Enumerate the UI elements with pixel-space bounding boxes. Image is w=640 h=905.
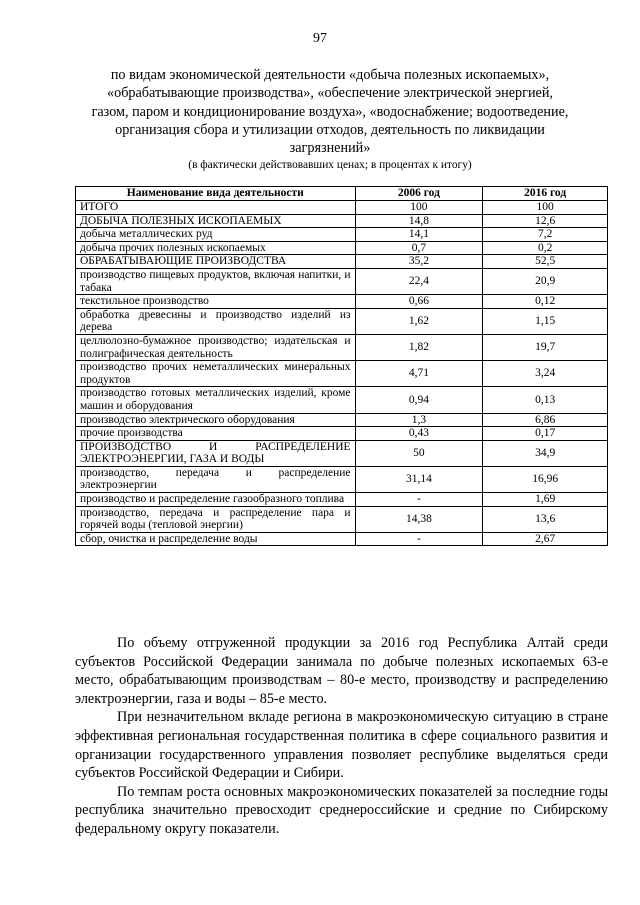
row-name: обработка древесины и производство изделий из дерева	[76, 308, 356, 334]
row-value-2016: 2,67	[483, 532, 608, 546]
row-value-2006: 14,1	[355, 228, 483, 242]
table-row	[76, 241, 608, 255]
table-row	[76, 201, 608, 215]
paragraph: При незначительном вкладе региона в макроэкономическую ситуацию в стране эффективная региональная государственная политика в сфере социального развития и организации государственного управления позволяет республике выделяться среди субъектов Российской Федерации и Сибири.	[75, 709, 608, 782]
table-row	[76, 506, 608, 532]
table-row	[76, 387, 608, 413]
row-name: целлюлозно-бумажное производство; издательская и полиграфическая деятельность	[76, 334, 356, 360]
row-name: производство электрического оборудования	[76, 413, 356, 427]
row-name: сбор, очистка и распределение воды	[76, 532, 356, 546]
row-value-2016: 20,9	[483, 268, 608, 294]
table-title: по видам экономической деятельности «добыча полезных ископаемых», «обрабатывающие производства», «обеспечение электрической энергией, газом, паром и кондиционирование воздуха», «водоснабжение; водоотведение, организация сбора и утилизации отходов, деятельность по ликвидации загрязнений»	[91, 67, 569, 157]
row-value-2006: 22,4	[355, 268, 483, 294]
row-value-2006: 1,82	[355, 334, 483, 360]
row-name: производство, передача и распределение пара и горячей воды (тепловой энергии)	[76, 506, 356, 532]
row-name: производство, передача и распределение электроэнергии	[76, 466, 356, 492]
row-name: добыча прочих полезных ископаемых	[76, 241, 356, 255]
row-name: ИТОГО	[76, 201, 356, 215]
row-name: прочие производства	[76, 427, 356, 441]
row-value-2016: 19,7	[483, 334, 608, 360]
row-value-2006: 100	[355, 201, 483, 215]
row-value-2006: 0,7	[355, 241, 483, 255]
row-name: ОБРАБАТЫВАЮЩИЕ ПРОИЗВОДСТВА	[76, 255, 356, 269]
row-value-2016: 1,15	[483, 308, 608, 334]
row-value-2016: 0,13	[483, 387, 608, 413]
table-row	[76, 427, 608, 441]
table-row	[76, 308, 608, 334]
table-row	[76, 493, 608, 507]
body-text	[75, 634, 608, 839]
page-number: 97	[313, 31, 327, 46]
row-value-2006: 1,62	[355, 308, 483, 334]
table-row	[76, 440, 608, 466]
row-value-2006: 0,43	[355, 427, 483, 441]
row-value-2016: 0,2	[483, 241, 608, 255]
row-value-2016: 13,6	[483, 506, 608, 532]
paragraph: По объему отгруженной продукции за 2016 год Республика Алтай среди субъектов Российской Федерации занимала по добыче полезных ископаемых 63-е место, обрабатывающим производствам – 80-е место, производству и распределению электроэнергии, газа и воды – 85-е место.	[75, 635, 608, 707]
row-name: добыча металлических руд	[76, 228, 356, 242]
row-value-2006: 31,14	[355, 466, 483, 492]
row-value-2016: 7,2	[483, 228, 608, 242]
row-name: ДОБЫЧА ПОЛЕЗНЫХ ИСКОПАЕМЫХ	[76, 214, 356, 228]
row-value-2006: 50	[355, 440, 483, 466]
row-value-2016: 3,24	[483, 361, 608, 387]
row-value-2016: 1,69	[483, 493, 608, 507]
row-value-2006: 35,2	[355, 255, 483, 269]
row-value-2016: 6,86	[483, 413, 608, 427]
table-header-row	[76, 187, 608, 201]
row-name: производство прочих неметаллических минеральных продуктов	[76, 361, 356, 387]
table-row	[76, 413, 608, 427]
row-value-2006: 1,3	[355, 413, 483, 427]
row-value-2016: 0,12	[483, 295, 608, 309]
data-table	[75, 186, 608, 546]
row-value-2016: 52,5	[483, 255, 608, 269]
header-2016: 2016 год	[483, 187, 608, 201]
table-row	[76, 228, 608, 242]
paragraph: По темпам роста основных макроэкономических показателей за последние годы республика значительно превосходит среднероссийские и средние по Сибирскому федеральному округу показатели.	[75, 783, 608, 837]
row-value-2006: -	[355, 532, 483, 546]
row-value-2016: 12,6	[483, 214, 608, 228]
table-row	[76, 466, 608, 492]
header-2006: 2006 год	[355, 187, 483, 201]
table-row	[76, 295, 608, 309]
row-value-2016: 0,17	[483, 427, 608, 441]
row-value-2006: 0,94	[355, 387, 483, 413]
table-row	[76, 334, 608, 360]
row-name: производство и распределение газообразного топлива	[76, 493, 356, 507]
row-name: текстильное производство	[76, 295, 356, 309]
row-value-2006: 0,66	[355, 295, 483, 309]
row-name: производство готовых металлических изделий, кроме машин и оборудования	[76, 387, 356, 413]
row-value-2006: -	[355, 493, 483, 507]
row-name: ПРОИЗВОДСТВО И РАСПРЕДЕЛЕНИЕ ЭЛЕКТРОЭНЕРГИИ, ГАЗА И ВОДЫ	[76, 440, 356, 466]
table-row	[76, 361, 608, 387]
row-value-2016: 16,96	[483, 466, 608, 492]
row-value-2016: 34,9	[483, 440, 608, 466]
row-value-2006: 14,38	[355, 506, 483, 532]
table-row	[76, 268, 608, 294]
header-activity-name: Наименование вида деятельности	[76, 187, 356, 201]
row-name: производство пищевых продуктов, включая напитки, и табака	[76, 268, 356, 294]
row-value-2006: 14,8	[355, 214, 483, 228]
table-subtitle: (в фактически действовавших ценах; в процентах к итогу)	[188, 159, 472, 171]
table-row	[76, 214, 608, 228]
table-row	[76, 255, 608, 269]
row-value-2006: 4,71	[355, 361, 483, 387]
row-value-2016: 100	[483, 201, 608, 215]
table-row	[76, 532, 608, 546]
